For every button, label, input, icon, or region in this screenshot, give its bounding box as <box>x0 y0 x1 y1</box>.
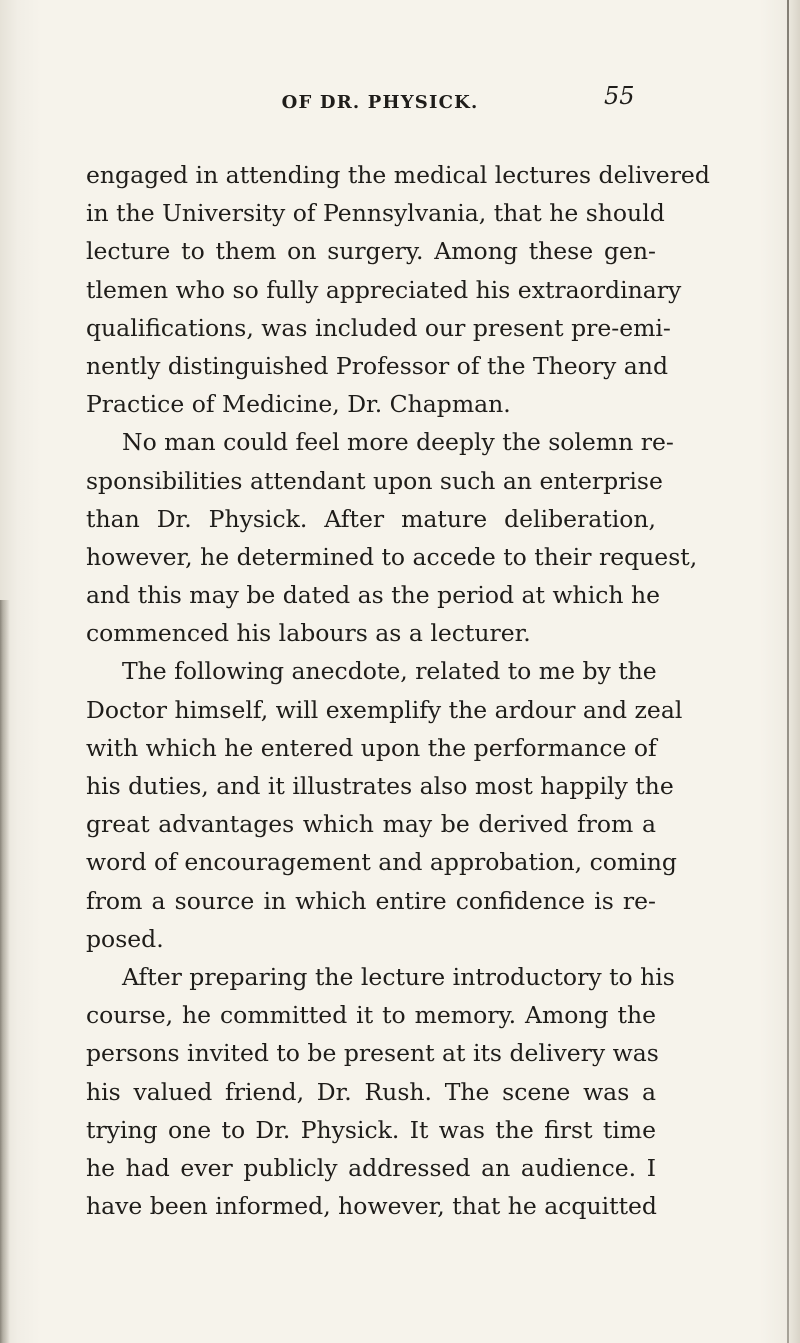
text-line: lecture to them on surgery. Among these gen- <box>86 237 656 266</box>
text-line: his duties, and it illustrates also most happily the <box>86 772 674 800</box>
text-line: he had ever publicly addressed an audience. I <box>86 1153 656 1182</box>
page-binding-shadow <box>0 600 10 1343</box>
text-line: No man could feel more deeply the solemn re- <box>122 428 674 457</box>
body-text <box>86 156 710 1225</box>
text-line: with which he entered upon the performance of <box>86 733 657 762</box>
text-line: in the University of Pennsylvania, that he should <box>86 199 665 228</box>
text-line: commenced his labours as a lecturer. <box>86 619 531 648</box>
page-edge <box>787 0 789 1343</box>
text-line: from a source in which entire confidence is re- <box>86 886 656 915</box>
text-line: posed. <box>86 924 164 953</box>
text-line: than Dr. Physick. After mature deliberation, <box>86 504 656 533</box>
text-line: course, he committed it to memory. Among the <box>86 1001 656 1030</box>
text-line: his valued friend, Dr. Rush. The scene was a <box>86 1077 656 1106</box>
text-line: and this may be dated as the period at which he <box>86 581 661 610</box>
text-line: tlemen who so fully appreciated his extraordinary <box>86 275 682 304</box>
running-head: OF DR. PHYSICK. <box>281 92 479 113</box>
text-line: sponsibilities attendant upon such an enterprise <box>86 466 663 495</box>
text-line: Practice of Medicine, Dr. Chapman. <box>86 390 511 419</box>
text-line: trying one to Dr. Physick. It was the first time <box>86 1115 656 1144</box>
text-line: have been informed, however, that he acquitted <box>86 1192 657 1221</box>
text-line: qualifications, was included our present pre-emi- <box>86 313 671 342</box>
text-line: great advantages which may be derived from a <box>86 810 656 839</box>
text-line: Doctor himself, will exemplify the ardour and zeal <box>86 695 683 724</box>
text-line: nently distinguished Professor of the Theory and <box>86 351 668 380</box>
text-line: persons invited to be present at its delivery was <box>86 1039 659 1068</box>
text-line: however, he determined to accede to their request, <box>86 542 698 571</box>
text-line: word of encouragement and approbation, coming <box>86 848 677 877</box>
text-line: The following anecdote, related to me by the <box>122 657 657 686</box>
text-line: After preparing the lecture introductory to his <box>122 962 675 991</box>
page-number: 55 <box>604 82 635 110</box>
text-line: engaged in attending the medical lectures delivered <box>86 161 710 189</box>
